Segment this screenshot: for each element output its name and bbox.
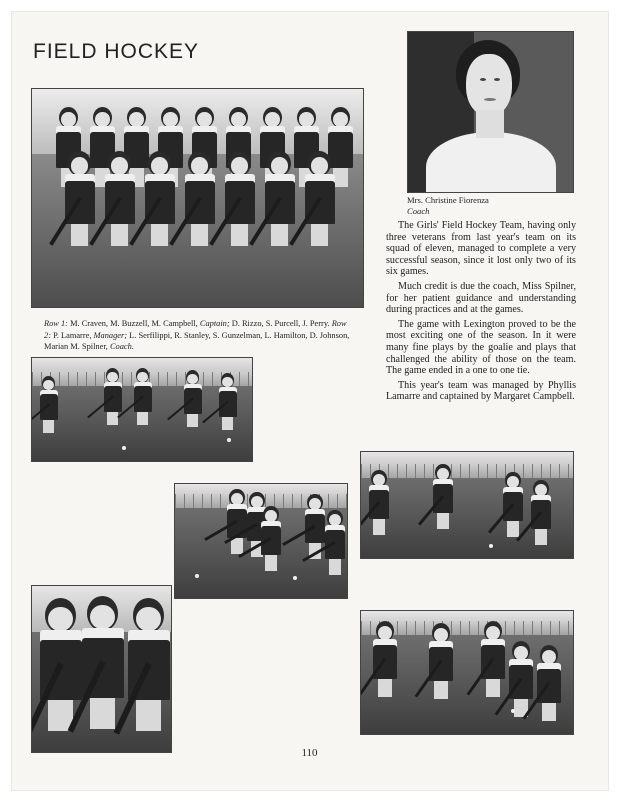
coach-role: Coach [407, 206, 430, 216]
hockey-ball [195, 574, 199, 578]
coach-name: Mrs. Christine Fiorenza [407, 195, 489, 205]
hockey-ball [122, 446, 126, 450]
coach-label: Coach. [109, 342, 134, 351]
game-action-photo-2 [360, 451, 574, 559]
hockey-ball [293, 576, 297, 580]
page-number: 110 [301, 747, 318, 759]
game-action-photo-3 [174, 483, 348, 599]
team-group-photo [31, 88, 364, 308]
coach-caption [407, 195, 489, 217]
row2-rest: L. Serfilippi, R. Stanley, S. Gunzelman, L. Hamilton, D. Johnson, Marian M. Spilner, [44, 330, 350, 351]
row1-rest: D. Rizzo, S. Purcell, J. Perry. [231, 319, 330, 328]
row2-names: P. Lamarre, [53, 330, 92, 340]
article-paragraph-2: Much credit is due the coach, Miss Spilner, for her patient guidance and understanding during practices and at the games. [386, 280, 576, 316]
article-text [386, 220, 576, 406]
captain-label: Captain; [199, 319, 230, 328]
coach-portrait-photo [407, 31, 574, 193]
row2-label: Row 2: [44, 319, 347, 340]
row1-names: M. Craven, M. Buzzell, M. Campbell, [70, 319, 198, 328]
team-photo-caption [44, 318, 354, 353]
game-action-photo-4 [360, 610, 574, 735]
hockey-ball [511, 709, 515, 713]
hockey-ball [227, 438, 231, 442]
hockey-ball [489, 544, 493, 548]
row1-label: Row 1: [44, 319, 68, 328]
article-paragraph-4: This year's team was managed by Phyllis Lamarre and captained by Margaret Campbell. [386, 379, 576, 403]
page-title: FIELD HOCKEY [33, 40, 200, 63]
manager-label: Manager; [93, 330, 128, 340]
players-portrait-photo [31, 585, 172, 753]
game-action-photo-1 [31, 357, 253, 462]
article-paragraph-3: The game with Lexington proved to be the most exciting one of the season. In it were many fine plays by the goalie and plays that challenged the ability of those on the team. The game ended in a one to one tie. [386, 318, 576, 377]
article-paragraph-1: The Girls' Field Hockey Team, having only three veterans from last year's team on its squad of eleven, managed to complete a very successful season, since it lost only two of its six games. [386, 220, 576, 278]
